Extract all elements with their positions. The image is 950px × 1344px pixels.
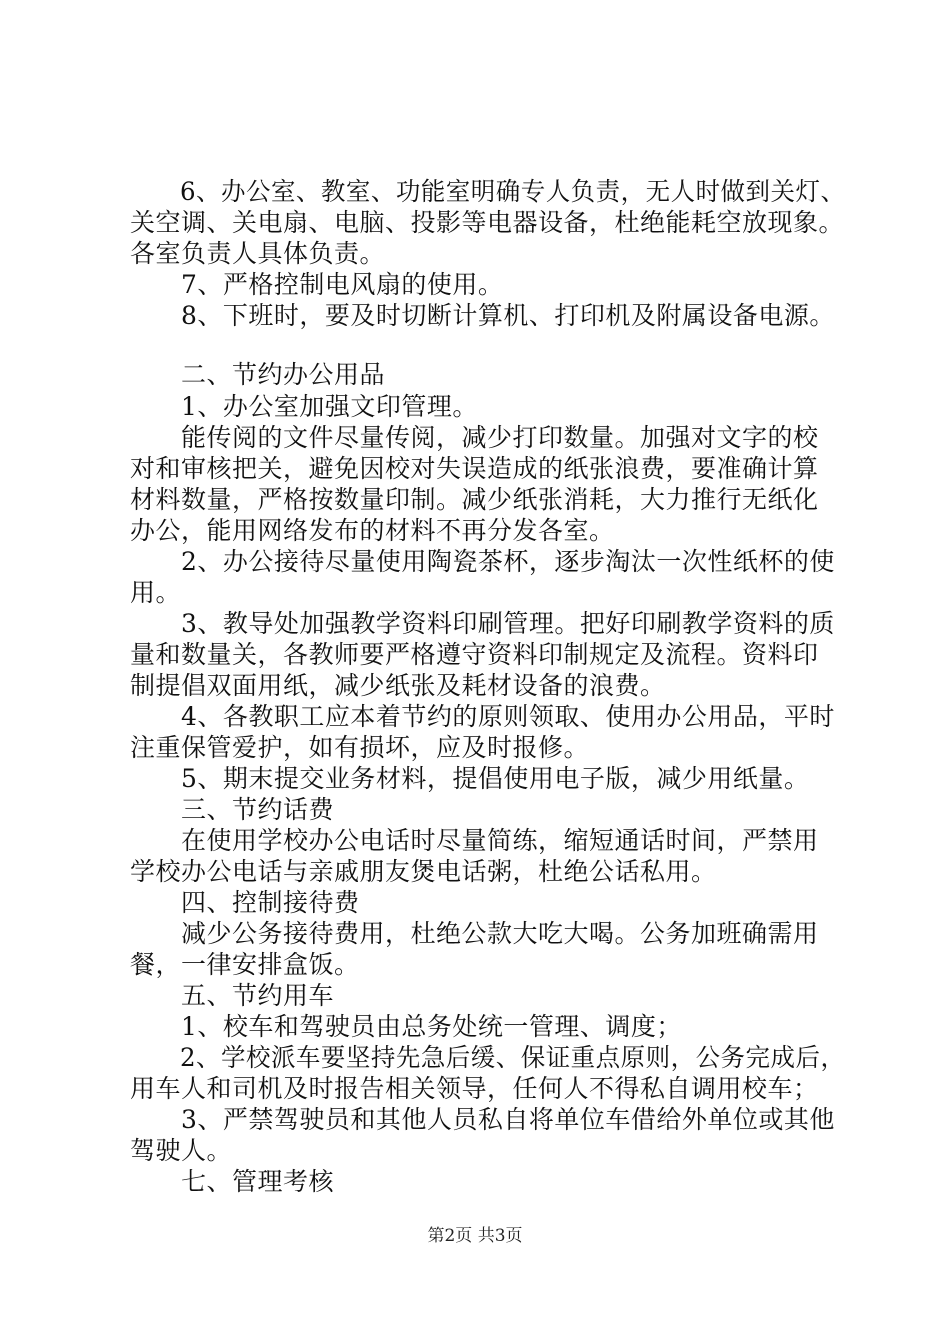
page-footer: 第2页 共3页 xyxy=(427,1226,523,1246)
paragraph-line: 学校办公电话与亲戚朋友煲电话粥，杜绝公话私用。 xyxy=(130,857,717,886)
paragraph-line: 各室负责人具体负责。 xyxy=(130,239,386,268)
section-heading: 三、节约话费 xyxy=(130,795,335,824)
paragraph-line: 用。 xyxy=(130,578,182,607)
paragraph-line: 2、办公接待尽量使用陶瓷茶杯，逐步淘汰一次性纸杯的使 xyxy=(130,547,835,576)
paragraph-line: 办公，能用网络发布的材料不再分发各室。 xyxy=(130,516,615,545)
paragraph-line: 1、校车和驾驶员由总务处统一管理、调度； xyxy=(130,1012,682,1041)
paragraph-line: 在使用学校办公电话时尽量简练，缩短通话时间，严禁用 xyxy=(130,826,819,855)
paragraph-line: 1、办公室加强文印管理。 xyxy=(130,392,478,421)
paragraph-line: 能传阅的文件尽量传阅，减少打印数量。加强对文字的校 xyxy=(130,423,819,452)
paragraph-line: 注重保管爱护，如有损坏，应及时报修。 xyxy=(130,733,590,762)
section-heading: 七、管理考核 xyxy=(130,1167,335,1196)
section-heading: 四、控制接待费 xyxy=(130,888,360,917)
paragraph-line: 6、办公室、教室、功能室明确专人负责，无人时做到关灯、 xyxy=(130,177,846,206)
paragraph-line: 3、教导处加强教学资料印刷管理。把好印刷教学资料的质 xyxy=(130,609,835,638)
paragraph-line: 对和审核把关，避免因校对失误造成的纸张浪费，要准确计算 xyxy=(130,454,819,483)
paragraph-line: 7、严格控制电风扇的使用。 xyxy=(130,270,504,299)
paragraph-line: 驾驶人。 xyxy=(130,1136,233,1165)
paragraph-line: 3、严禁驾驶员和其他人员私自将单位车借给外单位或其他 xyxy=(130,1105,835,1134)
paragraph-line: 制提倡双面用纸，减少纸张及耗材设备的浪费。 xyxy=(130,671,666,700)
section-heading: 五、节约用车 xyxy=(130,981,335,1010)
paragraph-line: 5、期末提交业务材料，提倡使用电子版，减少用纸量。 xyxy=(130,764,810,793)
paragraph-line: 关空调、关电扇、电脑、投影等电器设备，杜绝能耗空放现象。 xyxy=(130,208,845,237)
paragraph-line: 减少公务接待费用，杜绝公款大吃大喝。公务加班确需用 xyxy=(130,919,819,948)
paragraph-line: 餐，一律安排盒饭。 xyxy=(130,950,360,979)
paragraph-line: 用车人和司机及时报告相关领导，任何人不得私自调用校车； xyxy=(130,1074,819,1103)
paragraph-line: 2、学校派车要坚持先急后缓、保证重点原则，公务完成后， xyxy=(130,1043,846,1072)
paragraph-line: 8、下班时，要及时切断计算机、打印机及附属设备电源。 xyxy=(130,301,835,330)
paragraph-line: 量和数量关，各教师要严格遵守资料印制规定及流程。资料印 xyxy=(130,640,819,669)
paragraph-line: 材料数量，严格按数量印制。减少纸张消耗，大力推行无纸化 xyxy=(130,485,819,514)
paragraph-line: 4、各教职工应本着节约的原则领取、使用办公用品，平时 xyxy=(130,702,835,731)
section-heading: 二、节约办公用品 xyxy=(130,360,386,389)
